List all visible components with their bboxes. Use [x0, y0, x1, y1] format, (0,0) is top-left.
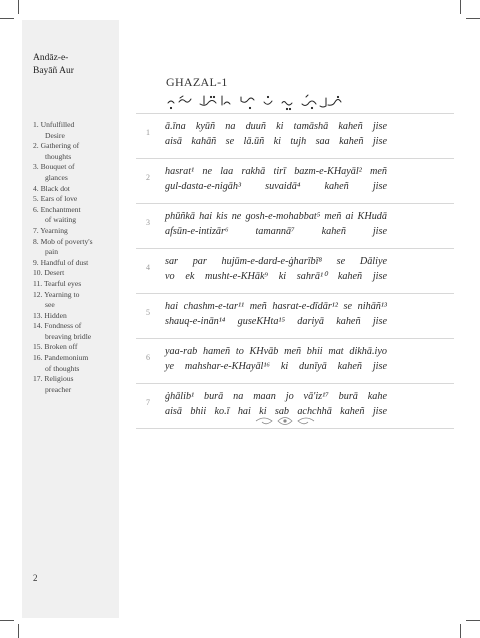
- toc-item-label-cont: Desire: [45, 130, 65, 140]
- main-content: [136, 0, 454, 638]
- verse-row: [136, 338, 454, 382]
- verse-line: ā.īna kyūñ na duuñ ki tamāshā kaheñ jise: [165, 121, 387, 132]
- verse-line: hasrat¹ ne laa rakhā tirī bazm-e-KHayāl² meñ: [165, 166, 387, 177]
- toc-item[interactable]: [33, 268, 117, 279]
- crop-mark: [466, 18, 480, 19]
- crop-mark: [18, 624, 19, 638]
- toc-item-label: 4. Black dot: [33, 183, 70, 193]
- table-of-contents: [33, 120, 117, 395]
- toc-item[interactable]: [33, 374, 117, 395]
- toc-item[interactable]: [33, 290, 117, 311]
- verse-line: aisā bhii ko.ī hai ki sab achchhā kaheñ jise: [165, 406, 387, 417]
- toc-item-label-cont: breaving bridle: [45, 331, 92, 341]
- toc-item-label: 2. Gathering of: [33, 141, 80, 151]
- toc-item[interactable]: [33, 237, 117, 258]
- toc-item-label: 3. Bouquet of: [33, 162, 75, 172]
- verse-line: vo ek musht-e-KHāk⁹ ki sahrā¹⁰ kaheñ jise: [165, 271, 387, 282]
- verse-number: 5: [146, 308, 150, 317]
- toc-item[interactable]: [33, 258, 117, 269]
- verse-row: [136, 203, 454, 247]
- crop-mark: [466, 620, 480, 621]
- toc-item[interactable]: [33, 194, 117, 205]
- toc-item-label: 17. Religious: [33, 374, 74, 384]
- toc-item[interactable]: [33, 226, 117, 237]
- verse-line: phūñkā hai kis ne gosh-e-mohabbat⁵ meñ ai KHudā: [165, 211, 387, 222]
- toc-item-label-cont: preacher: [45, 384, 72, 394]
- verse-line: shauq-e-inān¹⁴ guseKHta¹⁵ dariyā kaheñ jise: [165, 316, 387, 327]
- ornament-divider: [254, 414, 316, 428]
- toc-item-label: 14. Fondness of: [33, 321, 82, 331]
- toc-item[interactable]: [33, 184, 117, 195]
- toc-item-label-cont: of waiting: [45, 215, 77, 225]
- toc-item[interactable]: [33, 120, 117, 141]
- verse-number: 2: [146, 173, 150, 182]
- urdu-title-line: [166, 92, 346, 114]
- book-title-line: Bayāñ Aur: [33, 66, 74, 76]
- toc-item[interactable]: [33, 141, 117, 162]
- toc-item-label-cont: glances: [45, 172, 68, 182]
- verse-number: 7: [146, 398, 150, 407]
- verse-number: 6: [146, 353, 150, 362]
- toc-item[interactable]: [33, 162, 117, 183]
- toc-item-label: 13. Hidden: [33, 310, 67, 320]
- toc-item-label: 6. Enchantment: [33, 204, 81, 214]
- toc-item-label-cont: pain: [45, 247, 59, 257]
- toc-item-label-cont: thoughts: [45, 151, 72, 161]
- book-title: [33, 52, 113, 78]
- verse-row: [136, 158, 454, 202]
- toc-item[interactable]: [33, 311, 117, 322]
- toc-item-label: 1. Unfulfilled: [33, 120, 75, 129]
- crop-mark: [18, 0, 19, 14]
- toc-item-label: 8. Mob of poverty's: [33, 236, 93, 246]
- verse-line: afsūn-e-intizār⁶ tamannā⁷ kaheñ jise: [165, 226, 387, 237]
- toc-item-label: 10. Desert: [33, 268, 65, 278]
- verse-number: 3: [146, 218, 150, 227]
- verse-line: hai chashm-e-tar¹¹ meñ hasrat-e-dīdār¹² se nihāñ¹³: [165, 301, 387, 312]
- verse-line: aisā kahāñ se lā.ūñ ki tujh saa kaheñ jise: [165, 136, 387, 147]
- sidebar: [22, 20, 119, 618]
- verse-line: ye mahshar-e-KHayāl¹⁶ ki dunīyā kaheñ jise: [165, 361, 387, 372]
- toc-item[interactable]: [33, 279, 117, 290]
- verse-number: 1: [146, 128, 150, 137]
- ghazal-title: GHAZAL-1: [166, 75, 228, 89]
- toc-item-label: 15. Broken off: [33, 342, 78, 352]
- verse-separator: [136, 428, 454, 429]
- verse-number: 4: [146, 263, 150, 272]
- crop-mark: [460, 624, 461, 638]
- verse-line: yaa-rab hameñ to KHvāb meñ bhii mat dikhā.iyo: [165, 346, 387, 357]
- verse-row: [136, 113, 454, 157]
- toc-item-label: 11. Tearful eyes: [33, 278, 82, 288]
- crop-mark: [0, 18, 14, 19]
- verse-line: gul-dasta-e-nigāh³ suvaidā⁴ kaheñ jise: [165, 181, 387, 192]
- verse-row: [136, 248, 454, 292]
- verse-line: sar par hujūm-e-dard-e-ġharībī⁸ se Dāliye: [165, 256, 387, 267]
- toc-item-label: 9. Handful of dust: [33, 257, 89, 267]
- toc-item-label: 5. Ears of love: [33, 194, 78, 204]
- toc-item[interactable]: [33, 353, 117, 374]
- toc-item[interactable]: [33, 205, 117, 226]
- crop-mark: [0, 620, 14, 621]
- crop-mark: [460, 0, 461, 14]
- page-number: 2: [33, 573, 38, 583]
- toc-item-label-cont: of thoughts: [45, 363, 80, 373]
- toc-item-label: 16. Pandemonium: [33, 353, 89, 363]
- toc-item[interactable]: [33, 321, 117, 342]
- verse-row: [136, 293, 454, 337]
- verse-line: ġhālib¹ burā na maan jo vā'iz¹⁷ burā kahe: [165, 391, 387, 402]
- toc-item-label: 7. Yearning: [33, 225, 68, 235]
- toc-item-label-cont: see: [45, 300, 55, 310]
- toc-item-label: 12. Yearning to: [33, 289, 80, 299]
- book-title-line: Andāz-e-: [33, 53, 69, 63]
- toc-item[interactable]: [33, 342, 117, 353]
